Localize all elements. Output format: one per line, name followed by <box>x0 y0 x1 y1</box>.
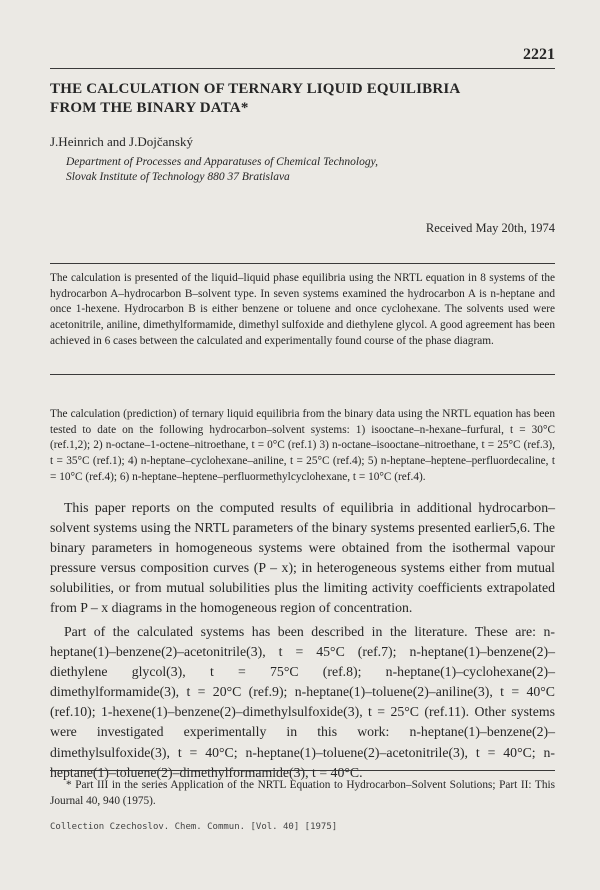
header-rule <box>50 68 555 69</box>
received-date: Received May 20th, 1974 <box>425 221 555 235</box>
abstract-top-rule <box>50 263 555 264</box>
footnote-rule <box>50 770 555 771</box>
affiliation-line-2: Slovak Institute of Technology 880 37 Bratislava <box>66 171 290 183</box>
paper-title <box>50 80 530 118</box>
page-number: 2221 <box>523 46 555 63</box>
body-paragraph-2: Part of the calculated systems has been described in the literature. These are: n-heptane(1)–benzene(2)–acetonitrile(3), t = 45°C (ref.7); n-heptane(1)–benzene(2)–diethylene glycol(3), t = 75°C (ref.8); n-heptane(1)–cyclohexane(2)–dimethylformamide(3), t = 20°C (ref.9); n-heptane(1)–toluene(2)–aniline(3), t = 40°C (ref.10); 1-hexene(1)–benzene(2)–dimethylsulfoxide(3), t = 25°C (ref.11). Other systems were investigated experimentally in this work: n-heptane(1)–benzene(2)–dimethylsulfoxide(3), t = 40°C; n-heptane(1)–toluene(2)–acetonitrile(3), t = 40°C; n-heptane(1)–toluene(2)–dimethylformamide(3), t = 40°C. <box>50 624 555 780</box>
journal-footer: Collection Czechoslov. Chem. Commun. [Vol. 40] [1975] <box>50 822 338 832</box>
affiliation <box>66 155 486 185</box>
abstract-bottom-rule <box>50 374 555 375</box>
abstract: The calculation is presented of the liquid–liquid phase equilibria using the NRTL equation in 8 systems of the hydrocarbon A–hydrocarbon B–solvent type. In seven systems examined the hydrocarbon A is n-heptane and once 1-hexene. Hydrocarbon B is either benzene or toluene and once cyclohexane. The solvents used were acetonitrile, aniline, dimethylformamide, dimethyl sulfoxide and diethylene glycol. A good agreement has been achieved in 6 cases between the calculated and experimentally found course of the phase diagram. <box>50 272 555 347</box>
intro-paragraph: The calculation (prediction) of ternary liquid equilibria from the binary data using the NRTL equation has been tested to date on the following hydrocarbon–solvent systems: 1) isooctane–n-hexane–furfural, t = 30°C (ref.1,2); 2) n-octane–1-octene–nitroethane, t = 0°C (ref.1) 3) n-octane–isooctane–nitroethane, t = 25°C (ref.3), t = 35°C (ref.1); 4) n-heptane–cyclohexane–aniline, t = 25°C (ref.4); 5) n-heptane–heptene–perfluordecaline, t = 10°C (ref.4); 6) n-heptane–heptene–perfluormethylcyclohexane, t = 10°C (ref.4). <box>50 408 555 483</box>
title-line-1: THE CALCULATION OF TERNARY LIQUID EQUILIBRIA <box>50 81 461 97</box>
authors: J.Heinrich and J.Dojčanský <box>50 134 193 149</box>
footnote: * Part III in the series Application of the NRTL Equation to Hydrocarbon–Solvent Solutions; Part II: This Journal 40, 940 (1975). <box>50 779 555 807</box>
affiliation-line-1: Department of Processes and Apparatuses of Chemical Technology, <box>66 156 378 168</box>
body-paragraph-1: This paper reports on the computed results of equilibria in additional hydrocarbon–solvent systems using the NRTL parameters of the binary systems presented earlier5,6. The binary parameters in homogeneous systems were obtained from the isothermal vapour pressure versus composition curves (P – x); in heterogeneous systems either from mutual solubilities, or from mutual solubilities plus the limiting activity coefficients extrapolated from P – x diagrams in the homogeneous region of concentration. <box>50 500 555 616</box>
title-line-2: FROM THE BINARY DATA* <box>50 100 249 116</box>
